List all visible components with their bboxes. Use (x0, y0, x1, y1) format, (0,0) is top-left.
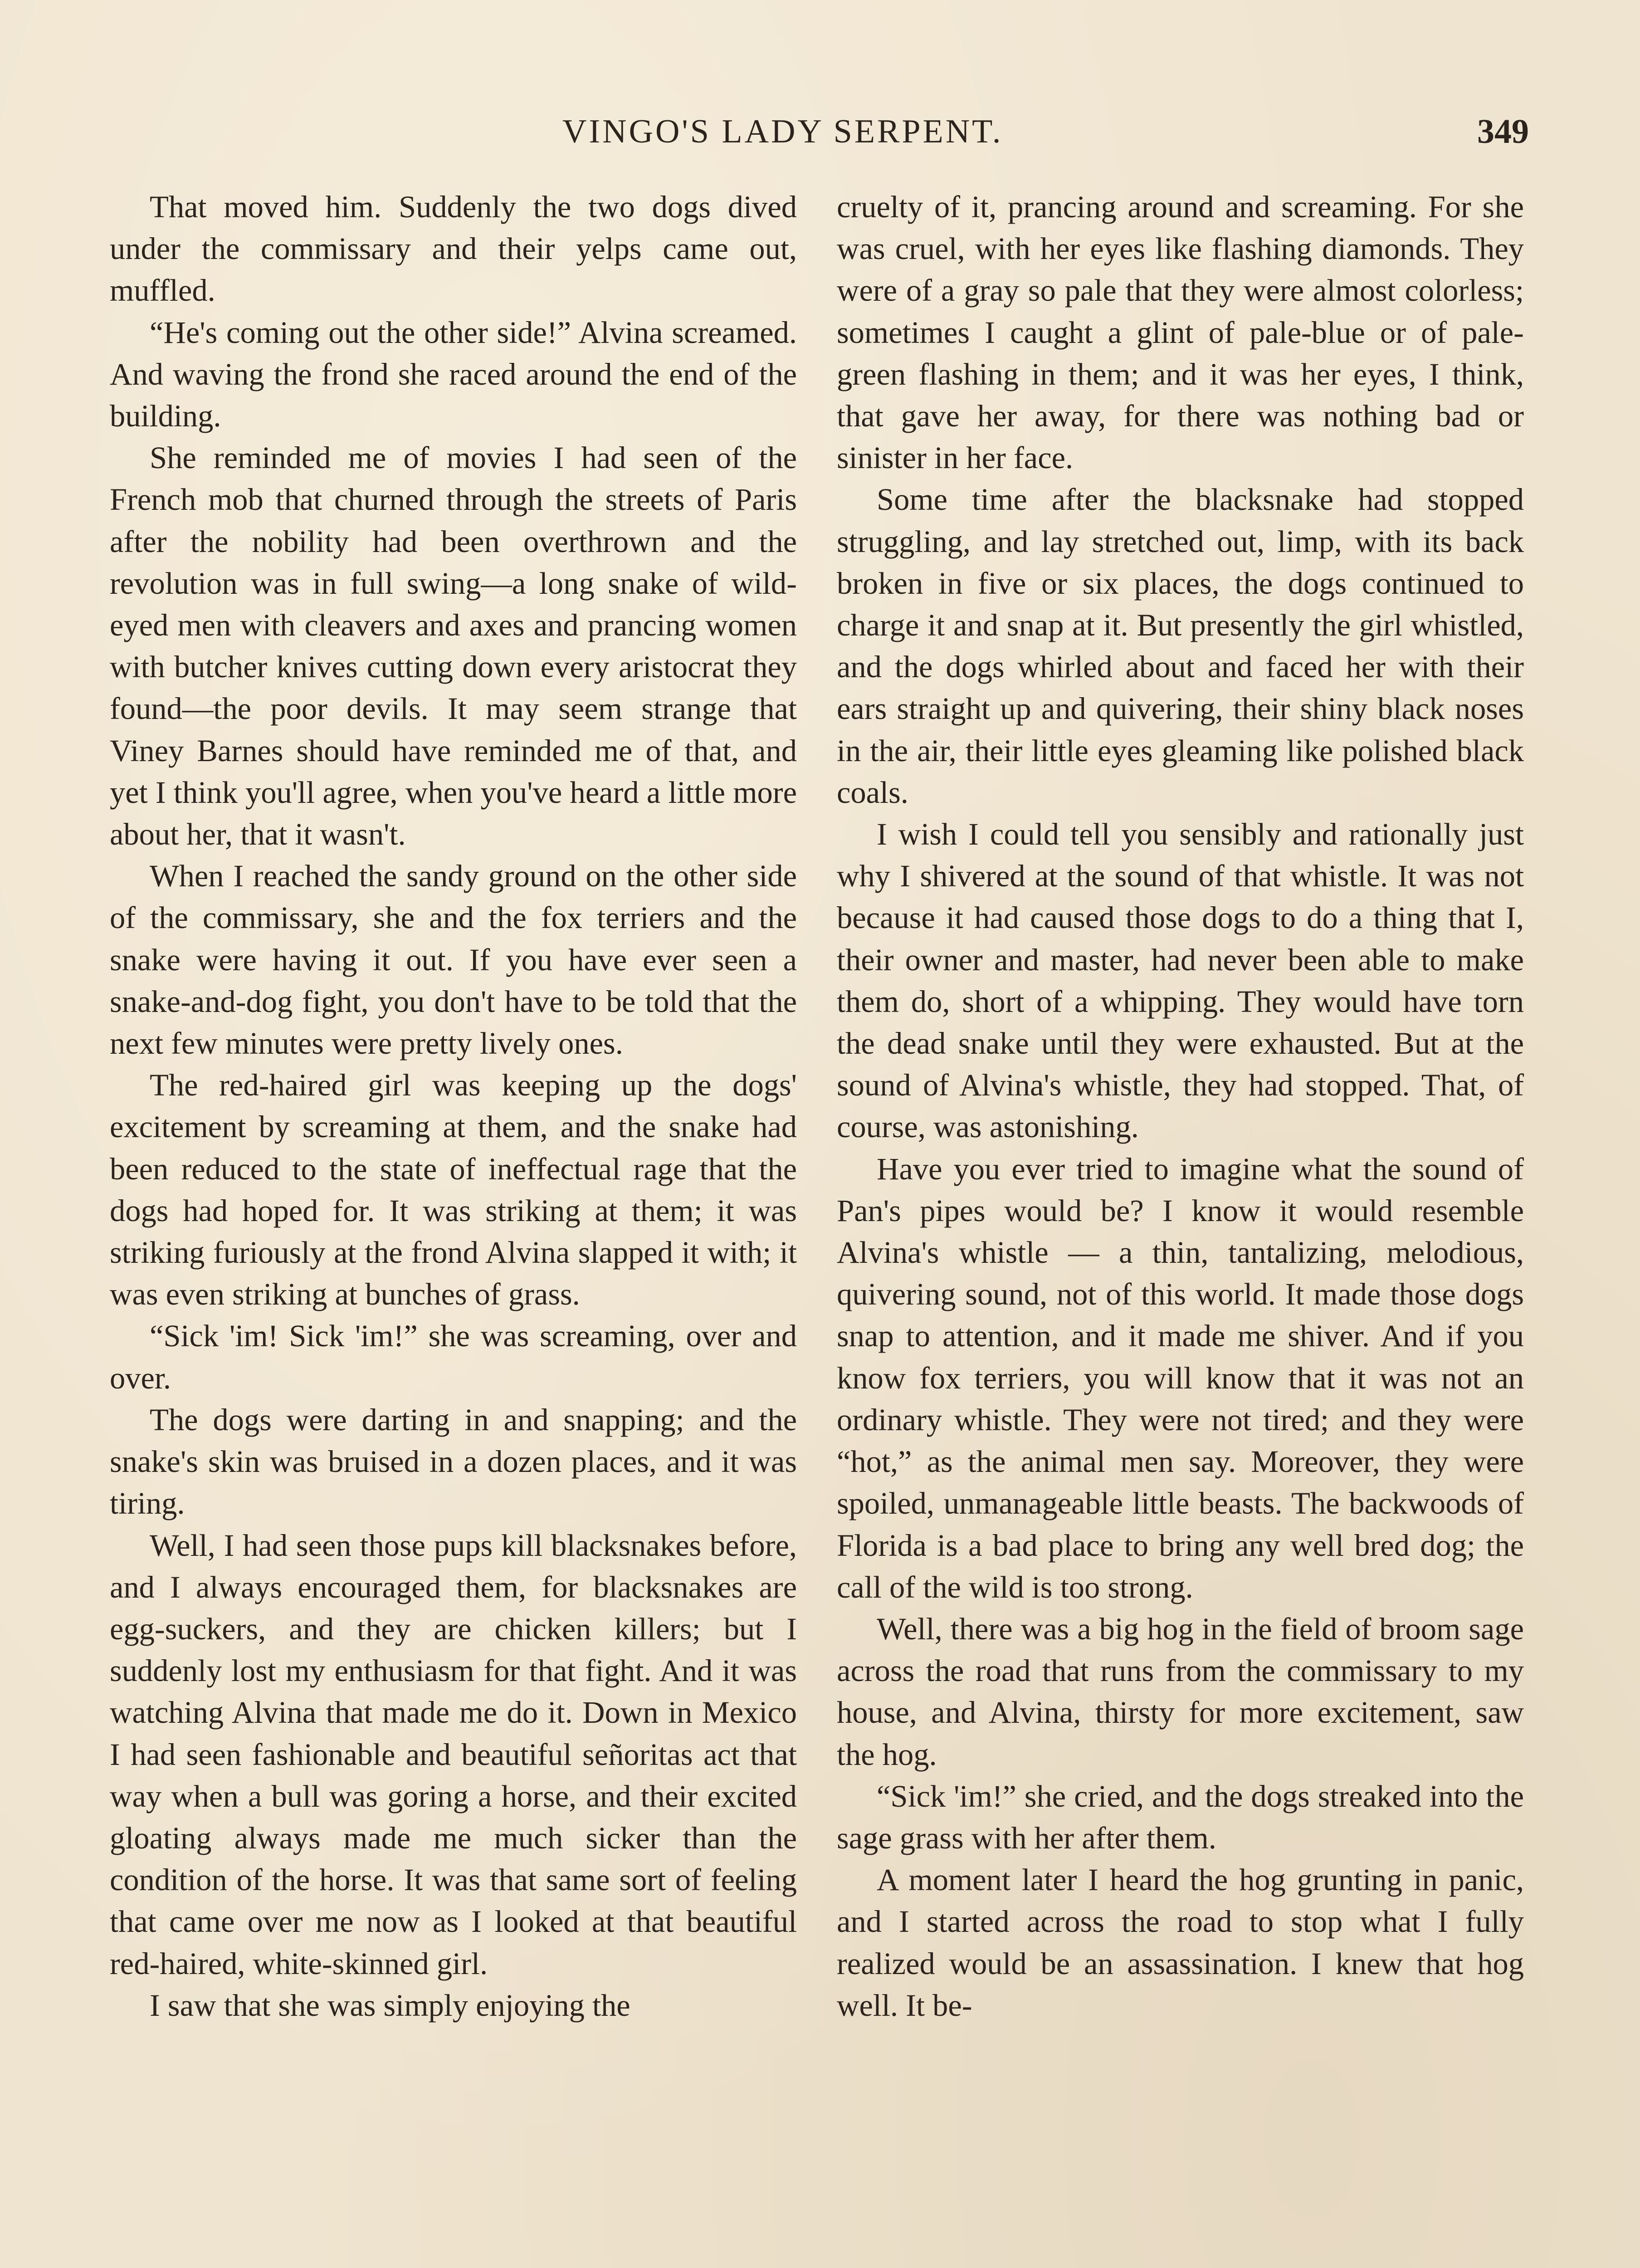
paragraph: “Sick 'im!” she cried, and the dogs streaked into the sage grass with her after them. (837, 1779, 1524, 1855)
paragraph: Well, I had seen those pups kill blacksnakes before, and I always encouraged them, for blacksnakes are egg-suckers, and they are chicken killers; but I suddenly lost my enthusiasm for that fight. And it was watching Alvina that made me do it. Down in Mexico I had seen fashionable and beautiful señoritas act that way when a bull was goring a horse, and their excited gloating always made me much sicker than the condition of the horse. It was that same sort of feeling that came over me now as I looked at that beautiful red-haired, white-skinned girl. (110, 1528, 797, 1981)
paragraph-continued: cruelty of it, prancing around and screaming. For she was cruel, with her eyes like flashing diamonds. They were of a gray so pale that they were almost colorless; sometimes I caught a glint of pale-blue or of pale-green flashing in them; and it was her eyes, I think, that gave her away, for there was nothing bad or sinister in her face. (837, 190, 1524, 475)
paragraph: “Sick 'im! Sick 'im!” she was screaming, over and over. (110, 1319, 797, 1395)
paragraph: That moved him. Suddenly the two dogs dived under the commissary and their yelps came out, muffled. (110, 190, 797, 308)
running-title: VINGO'S LADY SERPENT. (562, 113, 1003, 150)
paragraph: “He's coming out the other side!” Alvina screamed. And waving the frond she raced around the end of the building. (110, 315, 797, 434)
paragraph: The red-haired girl was keeping up the dogs' excitement by screaming at them, and the snake had been reduced to the state of ineffectual rage that the dogs had hoped for. It was striking at them; it was striking furiously at the frond Alvina slapped it with; it was even striking at bunches of grass. (110, 1068, 797, 1312)
left-column (110, 186, 797, 2026)
paragraph: Have you ever tried to imagine what the sound of Pan's pipes would be? I know it would resemble Alvina's whistle — a thin, tantalizing, melodious, quivering sound, not of this world. It made those dogs snap to attention, and it made me shiver. And if you know fox terriers, you will know that it was not an ordinary whistle. They were not tired; and they were “hot,” as the animal men say. Moreover, they were spoiled, unmanageable little beasts. The backwoods of Florida is a bad place to bring any well bred dog; the call of the wild is too strong. (837, 1151, 1524, 1604)
right-column (837, 186, 1524, 2026)
paragraph: Some time after the blacksnake had stopped struggling, and lay stretched out, limp, with its back broken in five or six places, the dogs continued to charge it and snap at it. But presently the girl whistled, and the dogs whirled about and faced her with their ears straight up and quivering, their shiny black noses in the air, their little eyes gleaming like polished black coals. (837, 482, 1524, 810)
running-header (0, 107, 1640, 161)
paragraph: The dogs were darting in and snapping; and the snake's skin was bruised in a dozen places, and it was tiring. (110, 1402, 797, 1521)
paragraph: I wish I could tell you sensibly and rationally just why I shivered at the sound of that whistle. It was not because it had caused those dogs to do a thing that I, their owner and master, had never been able to make them do, short of a whipping. They would have torn the dead snake until they were exhausted. But at the sound of Alvina's whistle, they had stopped. That, of course, was astonishing. (837, 817, 1524, 1144)
paragraph: She reminded me of movies I had seen of the French mob that churned through the streets of Paris after the nobility had been overthrown and the revolution was in full swing—a long snake of wild-eyed men with cleavers and axes and prancing women with butcher knives cutting down every aristocrat they found—the poor devils. It may seem strange that Viney Barnes should have reminded me of that, and yet I think you'll agree, when you've heard a little more about her, that it wasn't. (110, 440, 797, 852)
page-number: 349 (1477, 112, 1529, 151)
paragraph: When I reached the sandy ground on the other side of the commissary, she and the fox terriers and the snake were having it out. If you have ever seen a snake-and-dog fight, you don't have to be told that the next few minutes were pretty lively ones. (110, 859, 797, 1061)
paragraph: I saw that she was simply enjoying the (150, 1988, 630, 2023)
paragraph: A moment later I heard the hog grunting in panic, and I started across the road to stop what I fully realized would be an assassination. I knew that hog well. It be- (837, 1862, 1524, 2023)
paragraph: Well, there was a big hog in the field of broom sage across the road that runs from the commissary to my house, and Alvina, thirsty for more excitement, saw the hog. (837, 1611, 1524, 1772)
